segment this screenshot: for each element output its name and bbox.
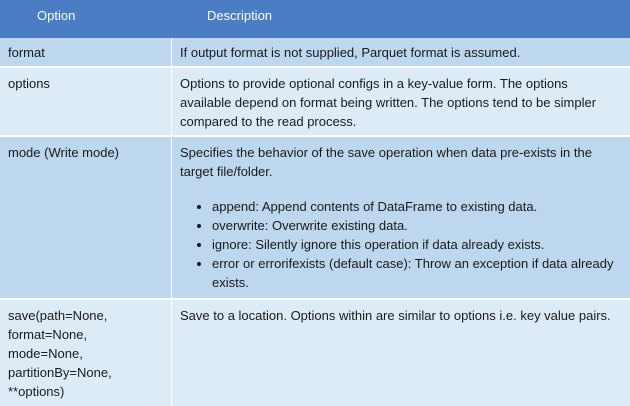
description-text: Specifies the behavior of the save operation when data pre-exists in the target file/folder. [180,145,592,179]
table-header [0,0,630,38]
option-cell [0,300,171,406]
signature-line: format=None, [8,327,88,342]
table-row [0,135,630,298]
list-item: • append: Append contents of DataFrame to existing data. [212,197,622,216]
signature-line: **options) [8,384,65,399]
option-cell: mode (Write mode) [8,145,120,160]
header-option: Option [37,8,76,23]
option-cell: options [8,76,50,91]
description-cell: Save to a location. Options within are similar to options i.e. key value pairs. [171,300,630,406]
table-row [0,38,630,66]
signature-line: partitionBy=None, [8,365,112,380]
table-row [0,66,630,135]
list-item: • error or errorifexists (default case): Throw an exception if data already exists. [212,254,622,292]
description-cell: If output format is not supplied, Parquet format is assumed. [171,38,630,66]
signature-line: mode=None, [8,346,83,361]
signature-line: save(path=None, [8,308,108,323]
option-cell: format [8,45,45,60]
description-cell: Options to provide optional configs in a key-value form. The options available depend on format being written. The options tend to be simpler compared to the read process. [171,68,630,135]
list-item: • overwrite: Overwrite existing data. [212,216,622,235]
list-item: • ignore: Silently ignore this operation if data already exists. [212,235,622,254]
description-cell [171,137,630,298]
header-description: Description [207,8,273,23]
table-row [0,298,630,406]
mode-list [180,197,622,292]
